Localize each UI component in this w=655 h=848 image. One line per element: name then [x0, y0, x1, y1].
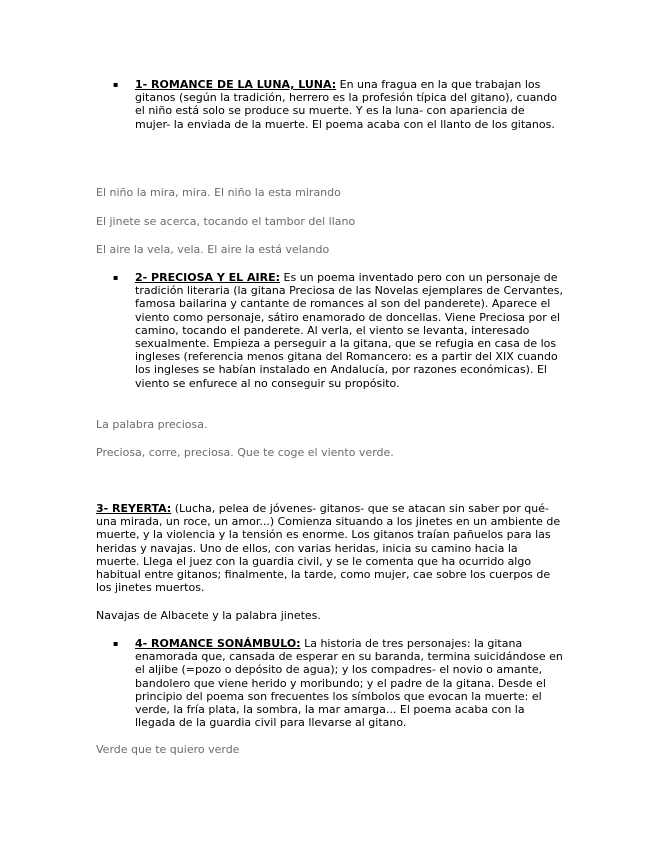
- bullet-icon: ▪: [113, 80, 119, 89]
- bullet-icon: ▪: [113, 639, 119, 648]
- section-body: (Lucha, pelea de jóvenes- gitanos- que se atacan sin saber por qué- una mirada, un roce, un amor...) Comienza situando a los jinetes en un ambiente de muerte, y la violencia y la tensión es enorme. Los gitanos traían pañuelos para las heridas y navajas. Uno de ellos, con varias heridas, inicia su camino hacia la muerte. Llega el juez con la guardia civil, y se le comenta que ha ocurrido algo habitual entre gitanos; finalmente, la tarde, como mujer, cae sobre los cuerpos de los jinetes muertos.: [96, 502, 561, 595]
- quote-line: El niño la mira, mira. El niño la esta mirando: [96, 186, 341, 199]
- section-heading: 3- REYERTA:: [96, 502, 172, 515]
- section-body: La historia de tres personajes: la gitana enamorada que, cansada de esperar en su baranda, termina suicidándose en el aljibe (=pozo o depósito de agua); y los compadres- el novio o amante, bandolero que viene herido y moribundo; y el padre de la gitana. Desde el principio del poema son frecuentes los símbolos que evocan la muerte: el verde, la fría plata, la sombra, la mar amarga... El poema acaba con la llegada de la guardia civil para llevarse al gitano.: [135, 637, 563, 730]
- quote-line: Verde que te quiero verde: [96, 743, 240, 756]
- section-heading: 2- PRECIOSA Y EL AIRE:: [135, 271, 281, 284]
- paragraph-reyerta: [96, 502, 561, 594]
- list-item-text: [135, 271, 563, 390]
- list-item-text: [135, 78, 563, 131]
- section-body: En una fragua en la que trabajan los gitanos (según la tradición, herrero es la profesión típica del gitano), cuando el niño está solo se produce su muerte. Y es la luna- con apariencia de mujer- la enviada de la muerte. El poema acaba con el llanto de los gitanos.: [135, 78, 557, 131]
- list-item-romance-luna: [113, 78, 563, 131]
- section-heading: 4- ROMANCE SONÁMBULO:: [135, 637, 301, 650]
- quote-line: Preciosa, corre, preciosa. Que te coge el viento verde.: [96, 446, 394, 459]
- paragraph-navajas: Navajas de Albacete y la palabra jinetes.: [96, 609, 321, 622]
- list-item-romance-sonambulo: [113, 637, 563, 729]
- section-heading: 1- ROMANCE DE LA LUNA, LUNA:: [135, 78, 337, 91]
- quote-line: El aire la vela, vela. El aire la está velando: [96, 243, 330, 256]
- quote-line: El jinete se acerca, tocando el tambor del llano: [96, 215, 356, 228]
- list-item-preciosa: [113, 271, 563, 390]
- quote-line: La palabra preciosa.: [96, 418, 208, 431]
- bullet-icon: ▪: [113, 273, 119, 282]
- list-item-text: [135, 637, 563, 729]
- section-body: Es un poema inventado pero con un personaje de tradición literaria (la gitana Preciosa de las Novelas ejemplares de Cervantes, famosa bailarina y cantante de romances al son del panderete). Aparece el viento como personaje, sátiro enamorado de doncellas. Viene Preciosa por el camino, tocando el panderete. Al verla, el viento se levanta, interesado sexualmente. Empieza a perseguir a la gitana, que se refugia en casa de los ingleses (referencia menos gitana del Romancero: es a partir del XIX cuando los ingleses se habían instalado en Andalucía, por razones económicas). El viento se enfurece al no conseguir su propósito.: [135, 271, 564, 390]
